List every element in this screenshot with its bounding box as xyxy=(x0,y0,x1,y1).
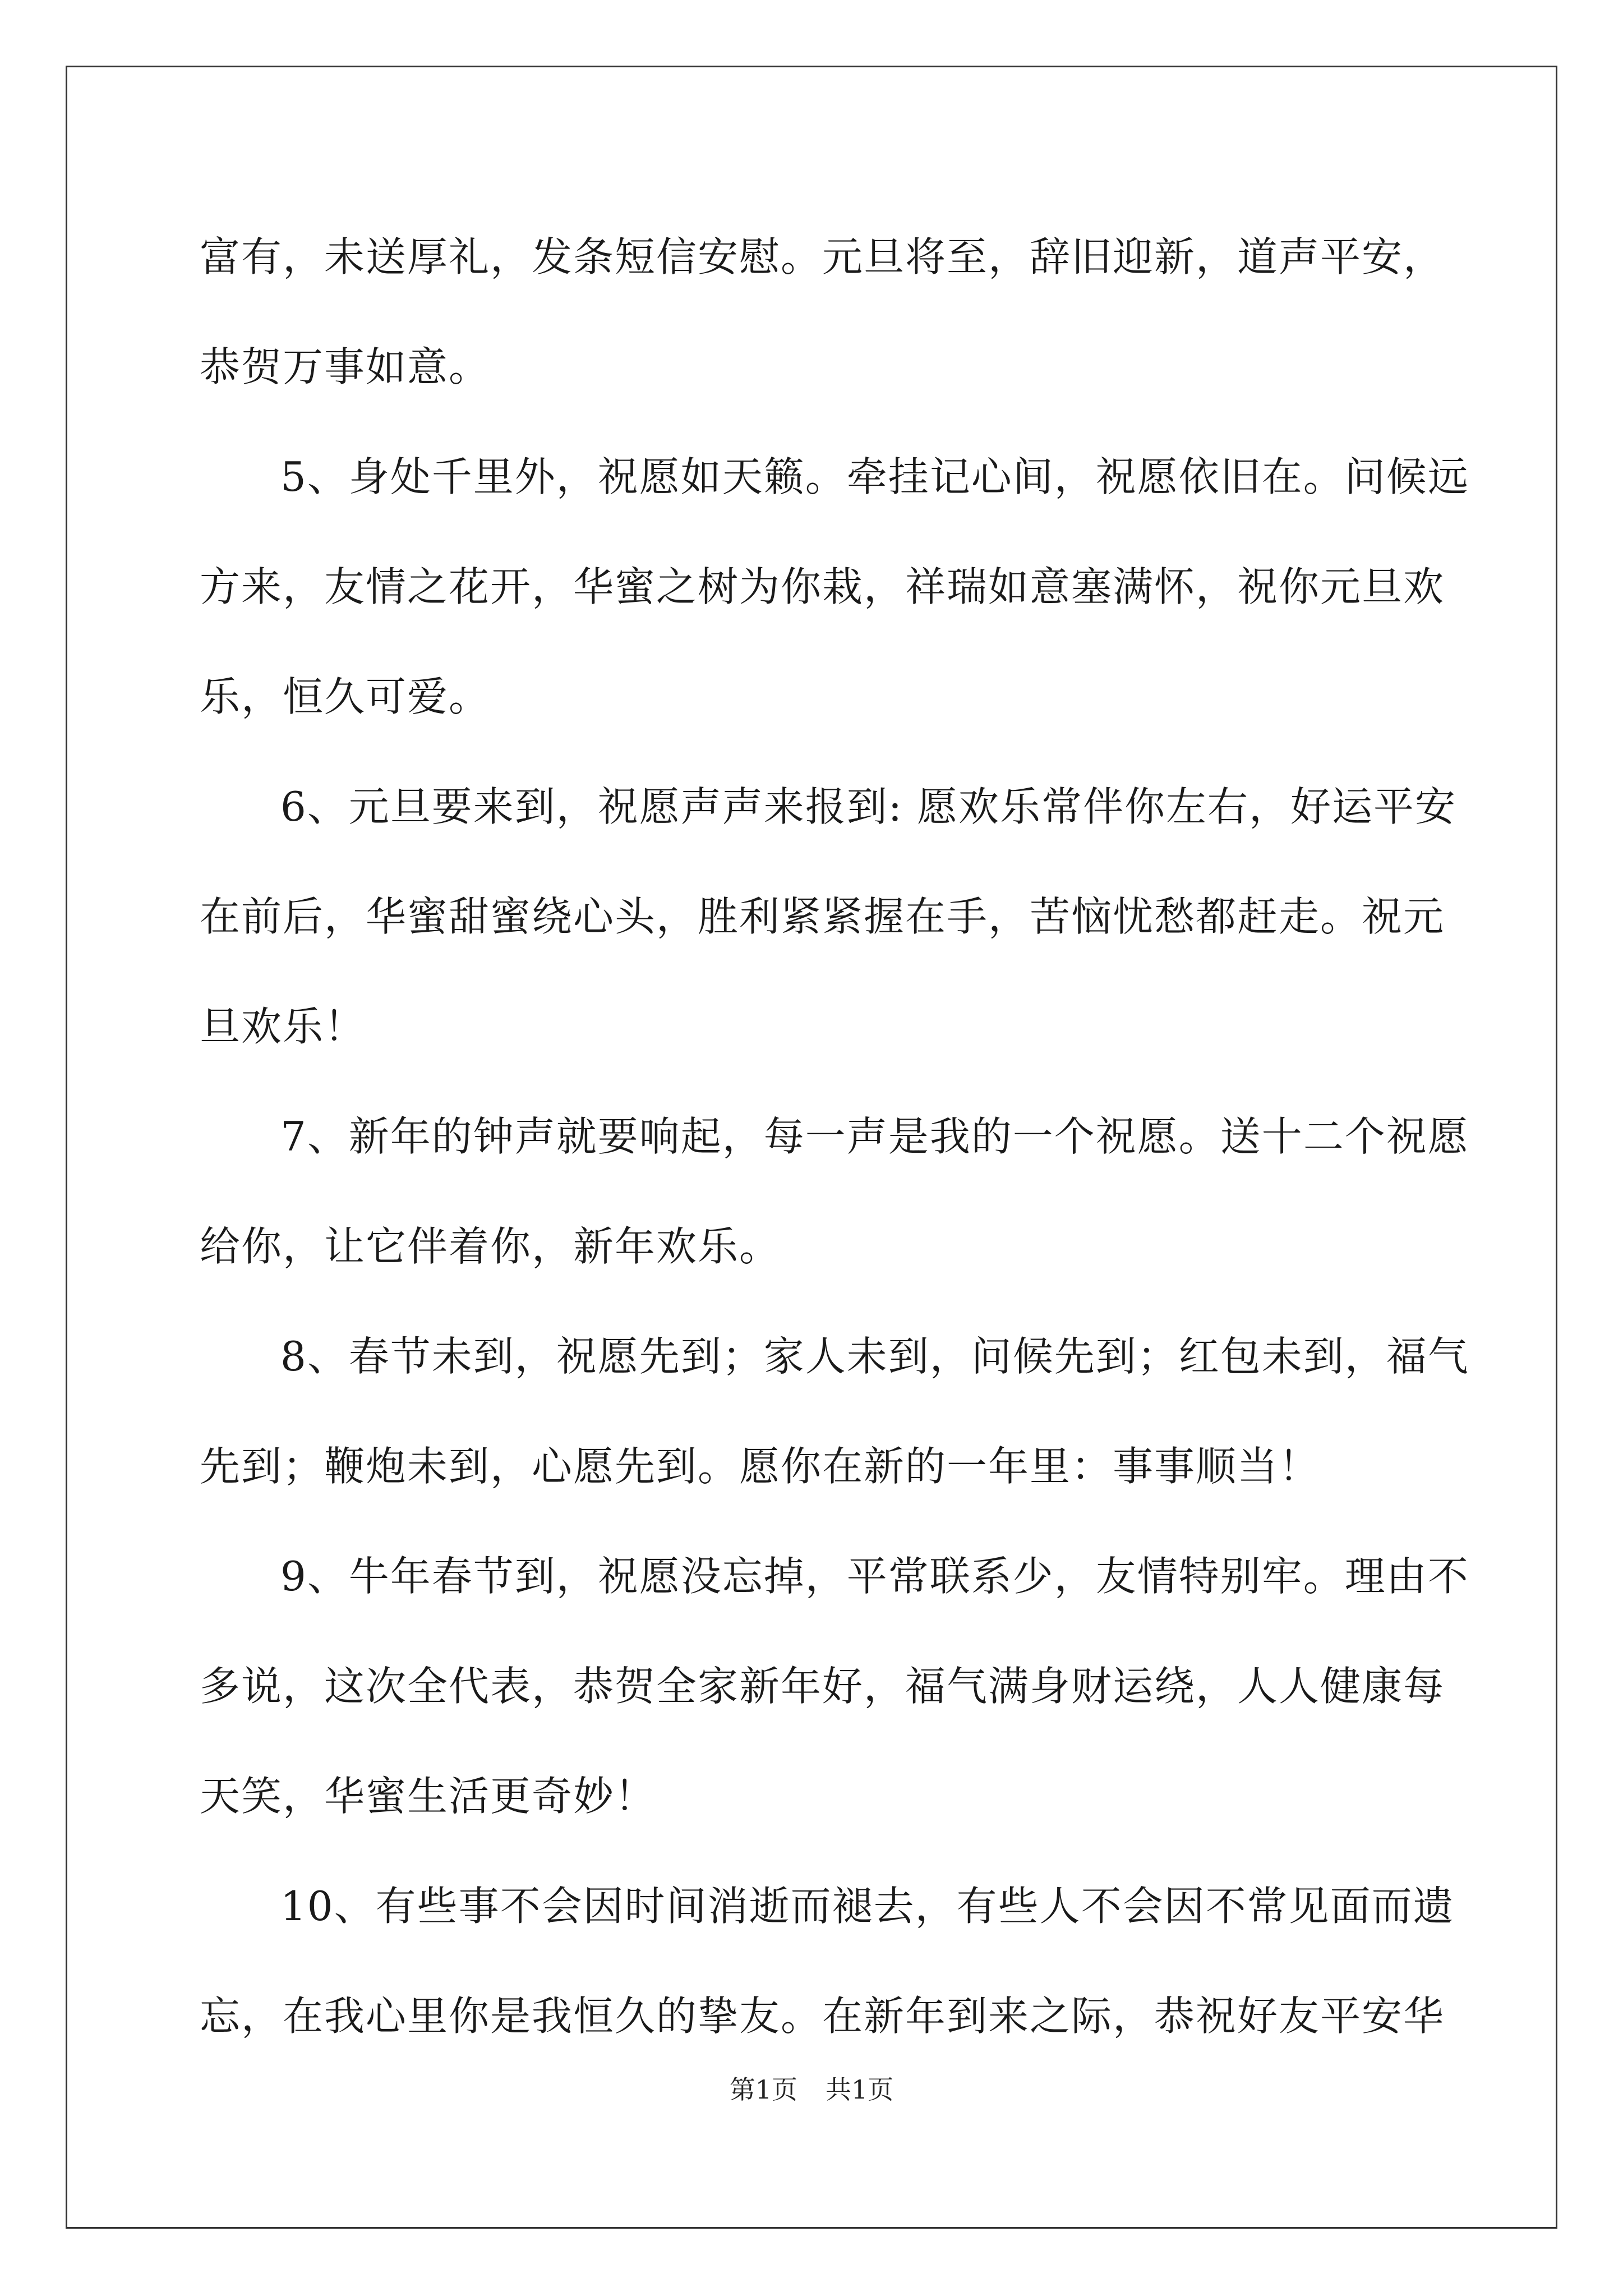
text-line: 富有，未送厚礼，发条短信安慰。元旦将至，辞旧迎新，道声平安， xyxy=(200,233,1445,280)
page-number: 第1页 xyxy=(729,2074,797,2105)
text-line: 先到；鞭炮未到，心愿先到。愿你在新的一年里：事事顺当！ xyxy=(200,1443,1321,1490)
page-total: 共1页 xyxy=(826,2074,894,2105)
document-body xyxy=(200,202,1469,2071)
text-line: 方来，友情之花开，华蜜之树为你栽，祥瑞如意塞满怀，祝你元旦欢 xyxy=(200,563,1445,610)
text-line: 忘，在我心里你是我恒久的挚友。在新年到来之际，恭祝好友平安华 xyxy=(200,1993,1445,2040)
text-line: 10、有些事不会因时间消逝而褪去，有些人不会因不常见面而遗 xyxy=(280,1883,1455,1930)
text-line: 9、牛年春节到，祝愿没忘掉，平常联系少，友情特别牢。理由不 xyxy=(280,1553,1469,1600)
text-line: 恭贺万事如意。 xyxy=(200,343,491,390)
text-line: 8、春节未到，祝愿先到；家人未到，问候先到；红包未到，福气 xyxy=(280,1333,1469,1380)
text-line: 旦欢乐！ xyxy=(200,1003,366,1050)
text-line: 6、元旦要来到，祝愿声声来报到: 愿欢乐常伴你左右，好运平安 xyxy=(280,783,1456,830)
text-line: 乐，恒久可爱。 xyxy=(200,673,491,720)
text-line: 多说，这次全代表，恭贺全家新年好，福气满身财运绕，人人健康每 xyxy=(200,1663,1445,1710)
text-line: 给你，让它伴着你，新年欢乐。 xyxy=(200,1223,781,1270)
text-line: 5、身处千里外，祝愿如天籁。牵挂记心间，祝愿依旧在。问候远 xyxy=(280,453,1469,500)
text-line: 在前后，华蜜甜蜜绕心头，胜利紧紧握在手，苦恼忧愁都赶走。祝元 xyxy=(200,893,1445,940)
page-footer xyxy=(0,2073,1623,2106)
text-line: 7、新年的钟声就要响起，每一声是我的一个祝愿。送十二个祝愿 xyxy=(280,1113,1469,1160)
text-line: 天笑，华蜜生活更奇妙！ xyxy=(200,1773,657,1820)
